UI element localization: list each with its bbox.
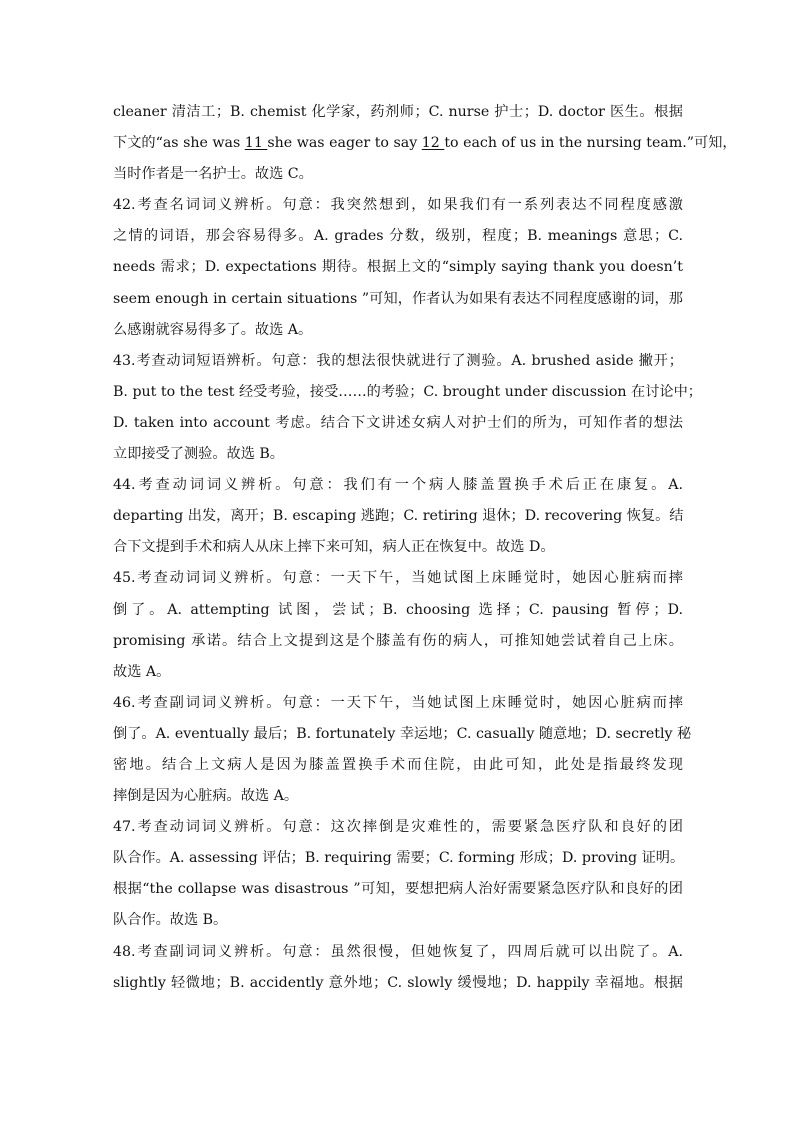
text-line: 队合作。故选 B。 <box>113 912 228 929</box>
text-line <box>113 128 737 159</box>
text-line: 42.考查名词词义辨析。句意：我突然想到，如果我们有一系列表达不同程度感激 <box>113 197 683 214</box>
text-line: seem enough in certain situations ”可知，作者认为如果有表达不同程度感谢的词，那 <box>113 290 683 307</box>
text-line: 么感谢就容易得多了。故选 A。 <box>113 321 313 338</box>
text-line: 倒了。A. eventually 最后；B. fortunately 幸运地；C. casually 随意地；D. secretly 秘 <box>113 725 692 742</box>
text-line: promising 承诺。结合上文提到这是个膝盖有伤的病人，可推知她尝试着自己上床。 <box>113 632 683 649</box>
text-line: 密地。结合上文病人是因为膝盖置换手术而住院，由此可知，此处是指最终发现 <box>113 756 683 773</box>
blank-number: 11 <box>244 135 268 152</box>
text-line: 43.考查动词短语辨析。句意：我的想法很快就进行了测验。A. brushed aside 撇开； <box>113 352 683 369</box>
text-line: needs 需求；D. expectations 期待。根据上文的“simply saying thank you doesn’t <box>113 259 683 276</box>
text-line: 46.考查副词词义辨析。句意：一天下午，当她试图上床睡觉时，她因心脏病而摔 <box>113 694 683 711</box>
text-segment: to each of us in the nursing team.”可知， <box>444 135 737 152</box>
text-segment: she was eager to say <box>267 135 422 152</box>
text-line: 45.考查动词词义辨析。句意：一天下午，当她试图上床睡觉时，她因心脏病而摔 <box>113 570 683 587</box>
text-line: 44.考查动词词义辨析。句意：我们有一个病人膝盖置换手术后正在康复。A. <box>113 477 683 494</box>
text-line: 队合作。A. assessing 评估；B. requiring 需要；C. forming 形成；D. proving 证明。 <box>113 850 685 867</box>
text-line: 根据“the collapse was disastrous ”可知，要想把病人治好需要紧急医疗队和良好的团 <box>113 881 683 898</box>
text-line: 倒了。A. attempting 试图，尝试；B. choosing 选择；C. pausing 暂停；D. <box>113 601 683 618</box>
text-line: 之情的词语，那会容易得多。A. grades 分数，级别，程度；B. meanings 意思；C. <box>113 228 683 245</box>
text-line: 故选 A。 <box>113 663 171 680</box>
text-segment: 下文的“as she was <box>113 135 245 152</box>
text-line: departing 出发，离开；B. escaping 逃跑；C. retiring 退休；D. recovering 恢复。结 <box>113 508 684 525</box>
text-line: slightly 轻微地；B. accidently 意外地；C. slowly 缓慢地；D. happily 幸福地。根据 <box>113 974 683 991</box>
text-line: 合下文提到手术和病人从床上摔下来可知，病人正在恢复中。故选 D。 <box>113 539 555 556</box>
text-line: B. put to the test 经受考验，接受……的考验；C. brought under discussion 在讨论中； <box>113 383 702 400</box>
text-line: 当时作者是一名护士。故选 C。 <box>113 166 313 183</box>
text-line: D. taken into account 考虑。结合下文讲述女病人对护士们的所为，可知作者的想法 <box>113 414 683 431</box>
answer-explanation-text <box>113 97 737 999</box>
text-line: 摔倒是因为心脏病。故选 A。 <box>113 788 299 805</box>
text-line: 47.考查动词词义辨析。句意：这次摔倒是灾难性的，需要紧急医疗队和良好的团 <box>113 819 683 836</box>
text-line: 立即接受了测验。故选 B。 <box>113 446 284 463</box>
blank-number: 12 <box>421 135 445 152</box>
text-line: cleaner 清洁工；B. chemist 化学家，药剂师；C. nurse 护士；D. doctor 医生。根据 <box>113 104 683 120</box>
text-line: 48.考查副词词义辨析。句意：虽然很慢，但她恢复了，四周后就可以出院了。A. <box>113 943 683 960</box>
